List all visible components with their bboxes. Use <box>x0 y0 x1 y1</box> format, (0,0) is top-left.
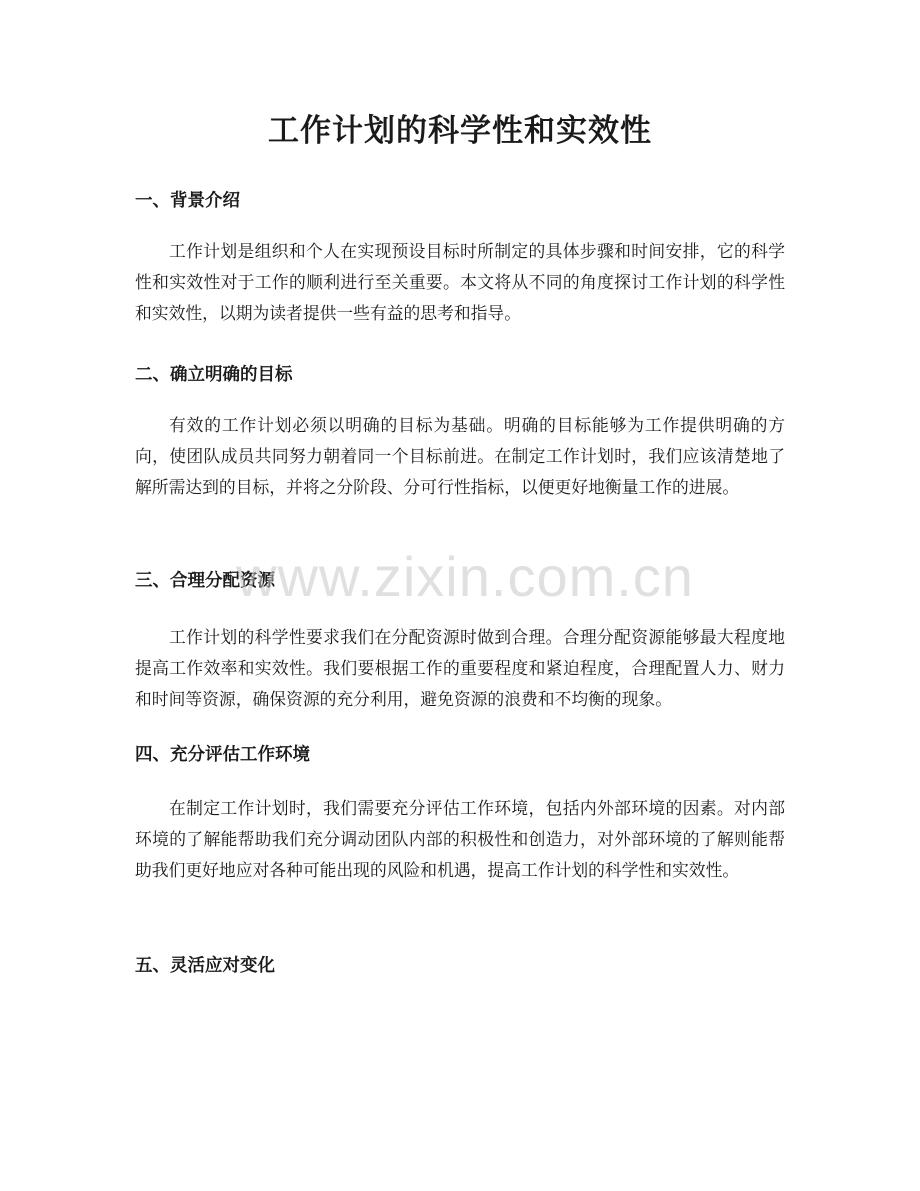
section-paragraph-resources: 工作计划的科学性要求我们在分配资源时做到合理。合理分配资源能够最大程度地提高工作效率和实效性。我们要根据工作的重要程度和紧迫程度，合理配置人力、财力和时间等资源，确保资源的充分利用，避免资源的浪费和不均衡的现象。 <box>135 627 785 709</box>
section-heading-background: 一、背景介绍 <box>135 191 240 211</box>
section-paragraph-environment: 在制定工作计划时，我们需要充分评估工作环境，包括内外部环境的因素。对内部环境的了解能帮助我们充分调动团队内部的积极性和创造力，对外部环境的了解则能帮助我们更好地应对各种可能出现的风险和机遇，提高工作计划的科学性和实效性。 <box>135 798 785 880</box>
section-heading-goals: 二、确立明确的目标 <box>135 365 293 385</box>
section-paragraph-background: 工作计划是组织和个人在实现预设目标时所制定的具体步骤和时间安排，它的科学性和实效性对于工作的顺利进行至关重要。本文将从不同的角度探讨工作计划的科学性和实效性，以期为读者提供一些有益的思考和指导。 <box>135 241 785 323</box>
section-heading-flexibility: 五、灵活应对变化 <box>135 956 275 976</box>
section-paragraph-goals: 有效的工作计划必须以明确的目标为基础。明确的目标能够为工作提供明确的方向，使团队成员共同努力朝着同一个目标前进。在制定工作计划时，我们应该清楚地了解所需达到的目标，并将之分阶段、分可行性指标，以便更好地衡量工作的进展。 <box>135 415 785 497</box>
section-heading-resources: 三、合理分配资源 <box>135 571 275 591</box>
section-heading-environment: 四、充分评估工作环境 <box>135 745 310 765</box>
document-title: 工作计划的科学性和实效性 <box>268 113 652 149</box>
watermark: www.zixin.com.cn <box>236 545 694 608</box>
